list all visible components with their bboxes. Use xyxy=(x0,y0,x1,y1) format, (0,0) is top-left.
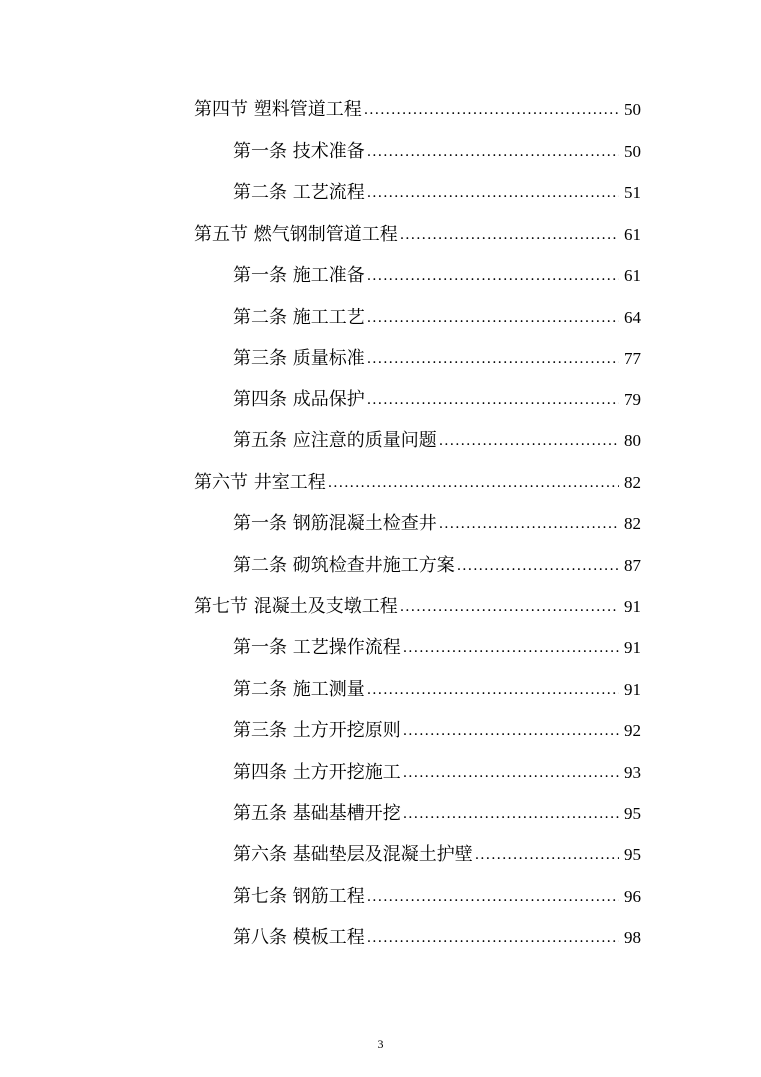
toc-entry-section-4[interactable] xyxy=(194,96,641,124)
toc-entry-page: 51 xyxy=(624,183,641,202)
toc-entry-page: 61 xyxy=(624,266,641,285)
toc-entry-article[interactable] xyxy=(233,345,641,373)
toc-entry-title: 第二条 工艺流程 xyxy=(233,182,365,203)
toc-entry-title: 第八条 模板工程 xyxy=(233,927,365,948)
toc-leader-dots xyxy=(439,510,619,538)
toc-entry-page: 50 xyxy=(624,100,641,119)
toc-leader-dots xyxy=(367,179,619,207)
toc-leader-dots xyxy=(364,96,619,124)
toc-entry-page: 96 xyxy=(624,887,641,906)
toc-entry-title: 第五条 应注意的质量问题 xyxy=(233,430,437,451)
toc-entry-article[interactable] xyxy=(233,800,641,828)
toc-entry-article[interactable] xyxy=(233,386,641,414)
toc-entry-article[interactable] xyxy=(233,262,641,290)
toc-entry-page: 50 xyxy=(624,142,641,161)
toc-entry-page: 92 xyxy=(624,721,641,740)
toc-entry-title: 第四节 塑料管道工程 xyxy=(194,99,362,120)
toc-entry-title: 第一条 施工准备 xyxy=(233,265,365,286)
toc-entry-title: 第三条 质量标准 xyxy=(233,348,365,369)
toc-leader-dots xyxy=(400,221,619,249)
toc-entry-title: 第四条 成品保护 xyxy=(233,389,365,410)
toc-entry-page: 77 xyxy=(624,349,641,368)
toc-entry-article[interactable] xyxy=(233,717,641,745)
toc-entry-page: 91 xyxy=(624,597,641,616)
toc-entry-title: 第六节 井室工程 xyxy=(194,472,326,493)
toc-leader-dots xyxy=(367,883,619,911)
toc-leader-dots xyxy=(403,634,619,662)
toc-entry-article[interactable] xyxy=(233,552,641,580)
toc-entry-page: 95 xyxy=(624,845,641,864)
toc-entry-page: 98 xyxy=(624,928,641,947)
toc-entry-section-7[interactable] xyxy=(194,593,641,621)
toc-leader-dots xyxy=(367,262,619,290)
toc-entry-article[interactable] xyxy=(233,138,641,166)
toc-leader-dots xyxy=(367,386,619,414)
toc-leader-dots xyxy=(400,593,619,621)
toc-entry-page: 91 xyxy=(624,638,641,657)
toc-entry-title: 第七条 钢筋工程 xyxy=(233,886,365,907)
toc-entry-article[interactable] xyxy=(233,924,641,952)
toc-entry-title: 第三条 土方开挖原则 xyxy=(233,720,401,741)
toc-entry-page: 61 xyxy=(624,225,641,244)
toc-entry-title: 第一条 钢筋混凝土检查井 xyxy=(233,513,437,534)
toc-entry-article[interactable] xyxy=(233,676,641,704)
toc-leader-dots xyxy=(328,469,619,497)
toc-entry-article[interactable] xyxy=(233,883,641,911)
toc-entry-title: 第五节 燃气钢制管道工程 xyxy=(194,224,398,245)
toc-entry-page: 80 xyxy=(624,431,641,450)
toc-entry-title: 第七节 混凝土及支墩工程 xyxy=(194,596,398,617)
toc-entry-title: 第一条 技术准备 xyxy=(233,141,365,162)
toc-leader-dots xyxy=(457,552,619,580)
toc-entry-article[interactable] xyxy=(233,304,641,332)
toc-entry-page: 64 xyxy=(624,308,641,327)
toc-entry-title: 第二条 施工测量 xyxy=(233,679,365,700)
toc-leader-dots xyxy=(403,800,619,828)
toc-entry-page: 91 xyxy=(624,680,641,699)
toc-entry-title: 第二条 砌筑检查井施工方案 xyxy=(233,555,455,576)
toc-entry-title: 第二条 施工工艺 xyxy=(233,307,365,328)
toc-entry-title: 第四条 土方开挖施工 xyxy=(233,762,401,783)
toc-leader-dots xyxy=(439,427,619,455)
toc-entry-article[interactable] xyxy=(233,841,641,869)
toc-entry-page: 82 xyxy=(624,514,641,533)
toc-entry-page: 82 xyxy=(624,473,641,492)
toc-entry-page: 93 xyxy=(624,763,641,782)
toc-leader-dots xyxy=(475,841,619,869)
toc-entry-article[interactable] xyxy=(233,510,641,538)
toc-leader-dots xyxy=(367,345,619,373)
toc-entry-article[interactable] xyxy=(233,759,641,787)
toc-leader-dots xyxy=(367,304,619,332)
toc-entry-page: 79 xyxy=(624,390,641,409)
toc-entry-section-5[interactable] xyxy=(194,221,641,249)
toc-leader-dots xyxy=(403,717,619,745)
toc-entry-title: 第一条 工艺操作流程 xyxy=(233,637,401,658)
page-number: 3 xyxy=(377,1037,384,1051)
toc-entry-article[interactable] xyxy=(233,427,641,455)
toc-entry-title: 第五条 基础基槽开挖 xyxy=(233,803,401,824)
toc-entry-page: 95 xyxy=(624,804,641,823)
toc-entry-title: 第六条 基础垫层及混凝土护壁 xyxy=(233,844,473,865)
toc-leader-dots xyxy=(403,759,619,787)
toc-leader-dots xyxy=(367,924,619,952)
toc-entry-page: 87 xyxy=(624,556,641,575)
toc-entry-article[interactable] xyxy=(233,179,641,207)
toc-entry-section-6[interactable] xyxy=(194,469,641,497)
toc-entry-article[interactable] xyxy=(233,634,641,662)
toc-leader-dots xyxy=(367,676,619,704)
toc-leader-dots xyxy=(367,138,619,166)
